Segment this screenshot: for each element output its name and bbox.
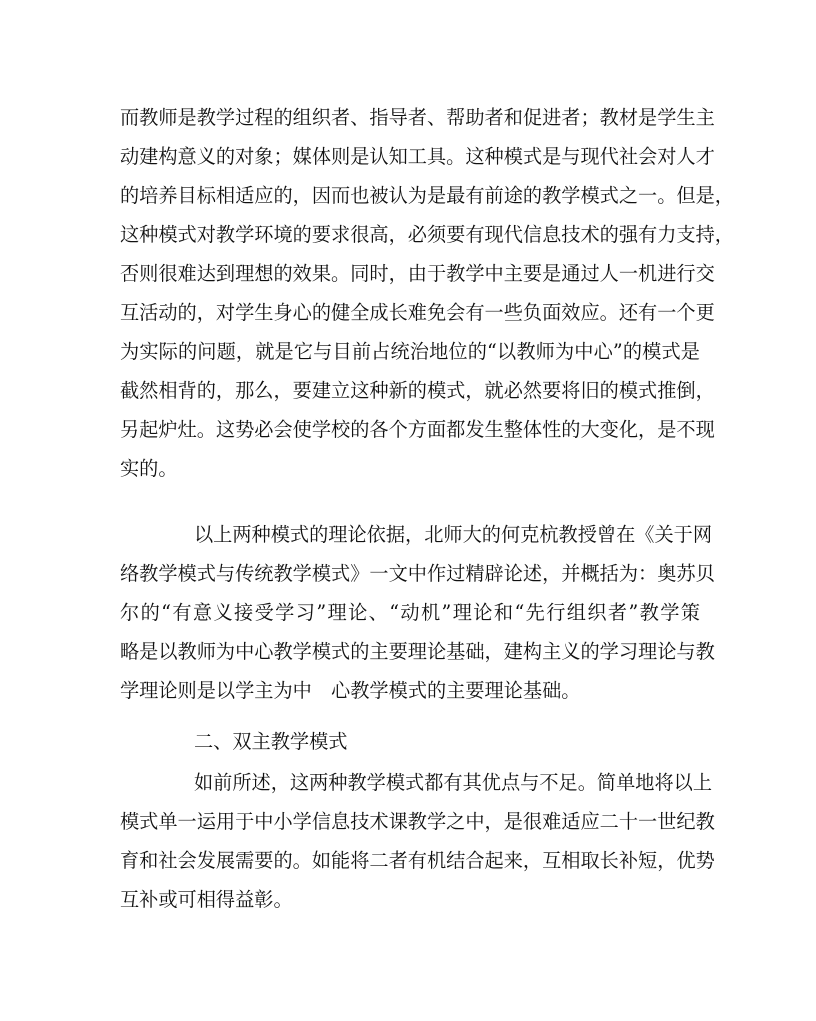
text-line: 互补或可相得益彰。	[120, 888, 293, 911]
text-line: 尔的“有意义接受学习”理论、“动机”理论和“先行组织者”教学策	[120, 601, 700, 624]
section-heading: 二、双主教学模式	[194, 730, 348, 753]
text-line: 育和社会发展需要的。如能将二者有机结合起来，互相取长补短，优势	[120, 849, 715, 872]
text-line: 否则很难达到理想的效果。同时，由于教学中主要是通过人一机进行交	[120, 262, 715, 285]
text-line: 而教师是教学过程的组织者、指导者、帮助者和促进者；教材是学生主	[120, 106, 715, 129]
text-line: 另起炉灶。这势必会使学校的各个方面都发生整体性的大变化，是不现	[120, 418, 715, 441]
text-line: 实的。	[120, 457, 178, 480]
text-line: 互活动的，对学生身心的健全成长难免会有一些负面效应。还有一个更	[120, 301, 715, 324]
text-line: 略是以教师为中心教学模式的主要理论基础，建构主义的学习理论与教	[120, 640, 715, 663]
text-line: 模式单一运用于中小学信息技术课教学之中，是很难适应二十一世纪教	[120, 810, 715, 833]
text-line: 络教学模式与传统教学模式》一文中作过精辟论述，并概括为：奥苏贝	[120, 562, 715, 585]
text-line: 的培养目标相适应的，因而也被认为是最有前途的教学模式之一。但是，	[120, 184, 734, 207]
text-line: 截然相背的，那么，要建立这种新的模式，就必然要将旧的模式推倒，	[120, 379, 715, 402]
text-line: 动建构意义的对象；媒体则是认知工具。这种模式是与现代社会对人才	[120, 145, 715, 168]
text-line: 以上两种模式的理论依据，北师大的何克杭教授曾在《关于网	[194, 523, 713, 546]
text-line: 学理论则是以学主为中 心教学模式的主要理论基础。	[120, 679, 581, 702]
text-line: 这种模式对教学环境的要求很高，必须要有现代信息技术的强有力支持，	[120, 223, 734, 246]
text-line: 如前所述，这两种教学模式都有其优点与不足。简单地将以上	[194, 771, 713, 794]
text-line: 为实际的问题，就是它与目前占统治地位的“以教师为中心”的模式是	[120, 340, 700, 363]
